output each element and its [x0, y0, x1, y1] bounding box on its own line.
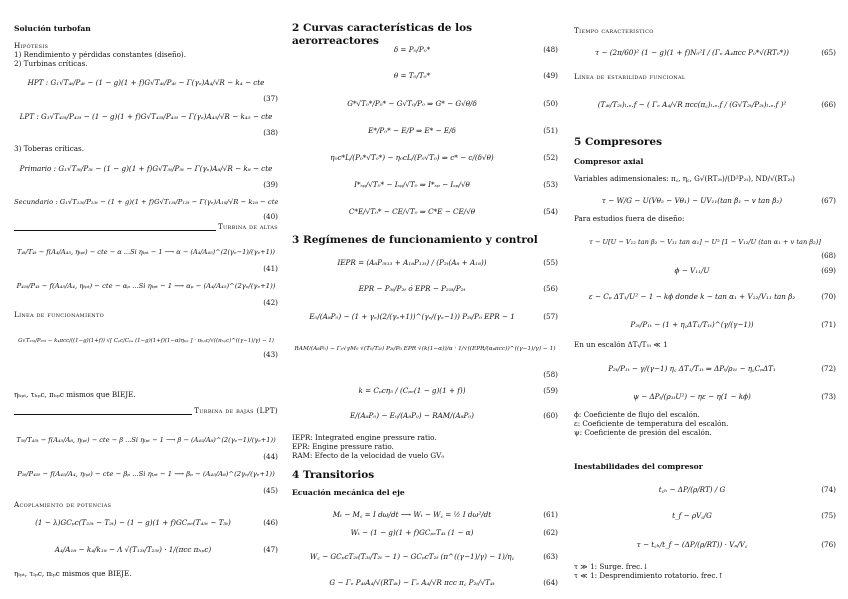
equation-57	[292, 312, 558, 321]
equation-46	[14, 518, 278, 527]
equation-52-body: η₀c*L/(P₀*√T₀*) − η₀cL/(P₀√T₀) ⇒ c* − c/(δ√θ)	[330, 153, 494, 162]
equation-38-body: LPT : G₁√T₄₅ₜ/P₄₅ₜ − (1 − g)(1 + f)G√T₄₅ₜ/P₄₅ₜ − Γ(γₑ)A₄₅/√R − k₄₅ − cte	[19, 112, 273, 121]
ecuacion-mecanica-heading: Ecuación mecánica del eje	[292, 488, 405, 497]
equation-59-body: k = Cₚcη₅ / (Cₚₑ(1 − g)(1 + f))	[358, 386, 466, 395]
equation-56-body: EPR − P₅ₜ/P₂ₜ ó EPR − P₂₅ₜ/P₂ₜ	[358, 284, 466, 293]
equation-56-number: (56)	[543, 284, 558, 293]
rule-turbina-altas	[14, 222, 278, 231]
equation-47-number: (47)	[263, 545, 278, 554]
equation-69-body: ϕ − V₁₁/U	[674, 266, 710, 275]
equation-53	[292, 180, 558, 189]
note-lpt-bieje: ηₗₚₜ, τₗₚc, πₗₚc mismos que BIEJE.	[14, 569, 132, 578]
equation-54-body: C*E/√T₀* − CE/√T₀ ⇒ C*E − CE/√θ	[348, 207, 476, 216]
equation-60-body: E/(A₈P₀) − E₀/(A₈P₀) − RAM/(A₈P₀)	[350, 411, 474, 420]
equation-55	[292, 258, 558, 267]
equation-58-number: (58)	[543, 370, 558, 379]
equation-64	[292, 578, 558, 587]
equation-73-body: ψ − ΔPₜ/(ρ₁ₜU²) − ηε − η(1 − kϕ)	[633, 392, 751, 401]
equation-44-body: T₅ₜ/T₄₅ₜ − f(A₄₅/A₈, ηₗₚₜ) − cte − β ...Si ηₗₚₜ − 1 ⟶ β − (A₄₅/A₈)^(2(γₑ−1)/(γₑ+1))	[16, 436, 276, 444]
equation-41-number-row	[14, 264, 278, 273]
equation-60	[292, 411, 558, 420]
equation-54-number: (54)	[543, 207, 558, 216]
equation-45-body: P₅ₜ/P₄₅ₜ − f(A₄₅/A₄, ηₗₚₜ) − cte − βₚ ...Si ηₗₚₜ − 1 ⟶ βₚ − (A₄₅/A₈)^(2γₑ/(γₑ+1))	[17, 470, 275, 478]
equation-37-number: (37)	[263, 94, 278, 103]
hipotesis-1: 1) Rendimiento y pérdidas constantes (diseño).	[14, 50, 187, 59]
equation-67-body: τ − W/G − U(Vθ₂ − Vθ₁) − UV₁₁(tan β₁ − v tan β₂)	[601, 196, 783, 205]
equation-51-number: (51)	[543, 126, 558, 135]
equation-60-number: (60)	[543, 411, 558, 420]
equation-72-number: (72)	[821, 364, 836, 373]
equation-45-number-row	[14, 486, 278, 495]
equation-67-number: (67)	[821, 196, 836, 205]
equation-70	[574, 292, 836, 301]
def-iepr: IEPR: Integrated engine pressure ratio.	[292, 433, 437, 442]
equation-45-number: (45)	[263, 486, 278, 495]
equation-46-number: (46)	[263, 518, 278, 527]
equation-53-body: I*ₛₚ/√T₀* − Iₛₚ/√T₀ ⇒ I*ₛₚ − Iₛₚ/√θ	[354, 180, 470, 189]
equation-37-body: HPT : G₁√T₄ₜ/P₄ₜ − (1 − g)(1 + f)G√T₄ₜ/P₄ₜ − Γ(γₑ)A₄/√R − k₄ − cte	[27, 78, 265, 87]
equation-56	[292, 284, 558, 293]
rule-turbina-bajas	[14, 406, 278, 415]
equation-52	[292, 153, 558, 162]
rule-turbina-bajas-label: Turbina de bajas (LPT)	[194, 406, 278, 415]
equation-47	[14, 545, 278, 554]
equation-65-body: τ − (2π/60)² (1 − g)(1 + f)N₀²I / (Γₑ A₄πcc P₀*√(RT₀*))	[595, 48, 789, 57]
equation-72-body: P₂ₜ/P₁ₜ − γ/(γ−1) η꜀ ΔT₁/T₁ₜ ⇒ ΔPₜ/ρ₁ₜ − η꜀CₚΔT₁	[608, 364, 776, 373]
equation-61	[292, 510, 558, 519]
equation-42-number-row	[14, 298, 278, 307]
equation-70-body: ε − Cₚ ΔT₁/U² − 1 − kϕ donde k − tan α₁ + V₁₂/V₁₁ tan β₂	[588, 292, 796, 301]
rule-turbina-altas-label: Turbina de altas	[217, 222, 278, 231]
equation-74-body: t꜀ₕ − ΔP/(ρ/RT) / G	[658, 485, 726, 494]
section-4-heading: 4 Transitorios	[292, 469, 375, 481]
inestabilidades-heading: Inestabilidades del compresor	[574, 462, 703, 471]
equation-44-number: (44)	[263, 452, 278, 461]
def-phi: ϕ: Coeficiente de flujo del escalón.	[574, 410, 700, 419]
title-solucion-turbofan: Solución turbofan	[14, 24, 91, 33]
section-2-heading: 2 Curvas características de los aerorreactores	[292, 22, 473, 48]
equation-51-body: E*/P₀* − E/P ⇒ E* − E/δ	[368, 126, 456, 135]
equation-45	[14, 470, 278, 478]
equation-58	[292, 346, 558, 353]
equation-42-number: (42)	[263, 298, 278, 307]
equation-65-number: (65)	[821, 48, 836, 57]
equation-40	[14, 198, 278, 206]
equation-39-body: Primario : G₁√T₅ₜ/P₅ₜ − (1 − g)(1 + f)G√T₅ₜ/P₅ₜ − Γ(γₑ)A₈/√R − k₈ − cte	[19, 164, 273, 173]
desprendimiento-note: τ ≪ 1: Desprendimiento rotatorio. frec.↑	[574, 571, 724, 580]
equation-62-body: Wₜ − (1 − g)(1 + f)GCₚₑT₄ₜ (1 − α)	[350, 528, 474, 537]
equation-48-body: δ = P₀/P₀*	[393, 45, 431, 54]
equation-39	[14, 164, 278, 173]
equation-43-number: (43)	[263, 350, 278, 359]
hipotesis-heading: Hipótesis	[14, 41, 49, 50]
equation-68-number-row	[574, 251, 836, 260]
equation-61-number: (61)	[543, 510, 558, 519]
equation-58-body: RAM/(A₈P₀) − Γₑ√γM₀ √(T₀/T₂ₜ) P₂ₜ/P₀ EPR √(k(1−α))/α · 1/√((EPR/(αₚπcc))^((γ−1)/γ) − 1)	[294, 346, 556, 352]
equation-66-number: (66)	[821, 100, 836, 109]
equation-44	[14, 436, 278, 444]
equation-59	[292, 386, 558, 395]
equation-54	[292, 207, 558, 216]
def-ram: RAM: Efecto de la velocidad de vuelo GV₀	[292, 451, 445, 460]
equation-71	[574, 320, 836, 329]
equation-42	[14, 282, 278, 290]
equation-37-number-row	[14, 94, 278, 103]
equation-76	[574, 540, 836, 549]
equation-47-body: A₄/A₁₈ − k₄/k₁₈ − Λ √(T₁₃ₜ/T₂₅ₜ) · 1/(πcc πₕₚc)	[54, 545, 212, 554]
equation-50-number: (50)	[543, 99, 558, 108]
equation-58-number-row	[292, 370, 558, 379]
column-3	[574, 0, 836, 599]
equation-44-number-row	[14, 452, 278, 461]
fuera-de-diseno: Para estudios fuera de diseño:	[574, 214, 685, 223]
equation-76-body: τ − t꜀ₕ/t_f − (ΔP/(ρ/RT)) · Vₚ/V꜀	[636, 540, 748, 549]
equation-43	[14, 338, 278, 345]
equation-40-body: Secundario : G₁√T₁₃ₜ/P₁₃ₜ − (1 + g)(1 + f)G√T₁₃ₜ/P₁₃ₜ − Γ(γₑ)A₁₈/√R − k₁₈ − cte	[14, 198, 278, 206]
equation-41-body: T₄ₜ/T₄ₜ − f(A₄/A₄₅, ηₜₚₜ) − cte − α ...Si ηₜₚₜ − 1 ⟶ α − (A₄/A₄₅)^(2(γₑ−1)/(γₑ+1))	[17, 248, 275, 256]
equation-62-number: (62)	[543, 528, 558, 537]
en-un-escalon: En un escalón ΔTₜ/T₁ₜ ≪ 1	[574, 340, 668, 349]
equation-68-body: τ − U[U − V₁₂ tan β₂ − V₁₁ tan α₁] − U² [1 − V₁₂/U (tan α₁ + v tan β₂)]	[589, 238, 821, 246]
equation-61-body: Mₜ − M꜀ = I dω/dt ⟶ Wₜ − W꜀ = ½ I dω²/dt	[332, 510, 492, 519]
equation-55-body: IEPR = (A₈P₅ₜ₁₃ + A₁₈P₁₃ₜ) / (P₂ₜ(A₈ + A₁₈))	[337, 258, 487, 267]
equation-38	[14, 112, 278, 121]
def-psi: ψ: Coeficiente de presión del escalón.	[574, 428, 712, 437]
equation-38-number: (38)	[263, 128, 278, 137]
equation-42-body: P₄₅ₜ/P₄ₜ − f(A₄₅/A₄, ηₜₚₜ) − cte − αₚ ...Si ηₜₚₜ − 1 ⟶ αₚ − (A₄/A₄₅)^(2γₑ/(γₑ+1))	[16, 282, 276, 290]
equation-50-body: G*√T₀*/P₀* − G√T₀/P₀ ⇒ G* − G√θ/δ	[347, 99, 477, 108]
hipotesis-2: 2) Turbinas críticas.	[14, 59, 88, 68]
equation-43-body: G√T₂₅ₜ/P₂₅ₜ − k₄πcc/((1−g)(1+f)) √[ Cₚc/Cₚₑ (1−g)(1+f)(1−α)ηₜₚₜ ] · πₕₚc/√((πₕₚc)^((γ−1)/γ) − 1)	[18, 338, 274, 344]
equation-63-body: W꜀ − GCₚcT₂ₜ(T₃ₜ/T₂ₜ − 1) − GCₚcT₂ₜ (π^((γ−1)/γ) − 1)/η꜀	[309, 552, 515, 561]
equation-49	[292, 71, 558, 80]
def-epr: EPR: Engine pressure ratio.	[292, 442, 394, 451]
equation-49-number: (49)	[543, 71, 558, 80]
equation-68-number: (68)	[821, 251, 836, 260]
equation-76-number: (76)	[821, 540, 836, 549]
acoplamiento-heading: Acoplamiento de potencias	[14, 500, 112, 509]
equation-43-number-row	[14, 350, 278, 359]
section-3-heading: 3 Regímenes de funcionamiento y control	[292, 234, 538, 246]
column-2	[292, 0, 558, 599]
equation-64-number: (64)	[543, 578, 558, 587]
equation-66	[574, 100, 836, 109]
equation-41-number: (41)	[263, 264, 278, 273]
equation-65	[574, 48, 836, 57]
tiempo-caracteristico-heading: Tiempo característico	[574, 26, 654, 35]
equation-63-number: (63)	[543, 552, 558, 561]
equation-70-number: (70)	[821, 292, 836, 301]
equation-59-number: (59)	[543, 386, 558, 395]
equation-68	[574, 238, 836, 246]
column-1	[14, 0, 278, 599]
equation-74-number: (74)	[821, 485, 836, 494]
equation-71-body: P₂ₜ/P₁ₜ − (1 + η꜀ΔT₁/T₁ₜ)^(γ/(γ−1))	[630, 320, 754, 329]
rule-line	[14, 408, 192, 415]
equation-73-number: (73)	[821, 392, 836, 401]
linea-funcionamiento-heading: Línea de funcionamiento	[14, 310, 105, 319]
variables-adimensionales: Variables adimensionales: π꜀, η꜀, G√(RT₂ₜ)/(D²P₂ₜ), ND/√(RT₂ₜ)	[574, 174, 795, 183]
equation-39-number: (39)	[263, 180, 278, 189]
equation-67	[574, 196, 836, 205]
equation-55-number: (55)	[543, 258, 558, 267]
equation-53-number: (53)	[543, 180, 558, 189]
equation-64-body: G − Γₑ P₄ₜA₄/√(RT₄ₜ) − Γₑ A₄/√R πcc π꜀ P₂ₜ/√T₄ₜ	[329, 578, 495, 587]
equation-57-body: E₀/(A₈P₀) − (1 + γₑ)(2/(γₑ+1))^(γₑ/(γₑ−1)) P₂ₜ/P₀ EPR − 1	[309, 312, 515, 321]
equation-48-number: (48)	[543, 45, 558, 54]
equation-51	[292, 126, 558, 135]
equation-37	[14, 78, 278, 87]
equation-50	[292, 99, 558, 108]
equation-39-number-row	[14, 180, 278, 189]
equation-75-number: (75)	[821, 511, 836, 520]
compresor-axial-heading: Compresor axial	[574, 157, 644, 166]
equation-46-body: (1 − λ)GCₚc(T₂₅ₜ − T₂ₜ) − (1 − g)(1 + f)GCₚₑ(T₄₅ₜ − T₅ₜ)	[35, 518, 231, 527]
linea-estabilidad-heading: Línea de estabilidad funcional	[574, 72, 686, 81]
equation-52-number: (52)	[543, 153, 558, 162]
equation-40-number: (40)	[263, 212, 278, 221]
note-hpt-bieje: ηₕₚₜ, τₕₚc, πₕₚc mismos que BIEJE.	[14, 390, 136, 399]
equation-66-body: (T₄ₜ/T₂ₜ)ₗ.ₑ.f − ( Γₑ A₄/√R πcc(π꜀)ₗ.ₑ.f / (G√T₂ₜ/P₂ₜ)ₗ.ₑ.f )²	[597, 100, 787, 109]
equation-38-number-row	[14, 128, 278, 137]
equation-75	[574, 511, 836, 520]
equation-63	[292, 552, 558, 561]
equation-71-number: (71)	[821, 320, 836, 329]
section-5-heading: 5 Compresores	[574, 136, 663, 148]
def-epsilon: ε: Coeficiente de temperatura del escalón.	[574, 419, 729, 428]
rule-line	[14, 224, 216, 231]
equation-72	[574, 364, 836, 373]
equation-41	[14, 248, 278, 256]
surge-note: τ ≫ 1: Surge. frec.↓	[574, 562, 649, 571]
equation-69	[574, 266, 836, 275]
equation-73	[574, 392, 836, 401]
equation-57-number: (57)	[543, 312, 558, 321]
equation-69-number: (69)	[821, 266, 836, 275]
equation-49-body: θ = T₀/T₀*	[393, 71, 431, 80]
equation-48	[292, 45, 558, 54]
equation-62	[292, 528, 558, 537]
equation-75-body: t_f − ρV꜀/G	[672, 511, 712, 520]
equation-74	[574, 485, 836, 494]
hipotesis-3: 3) Toberas críticas.	[14, 144, 85, 153]
equation-40-number-row	[14, 212, 278, 221]
